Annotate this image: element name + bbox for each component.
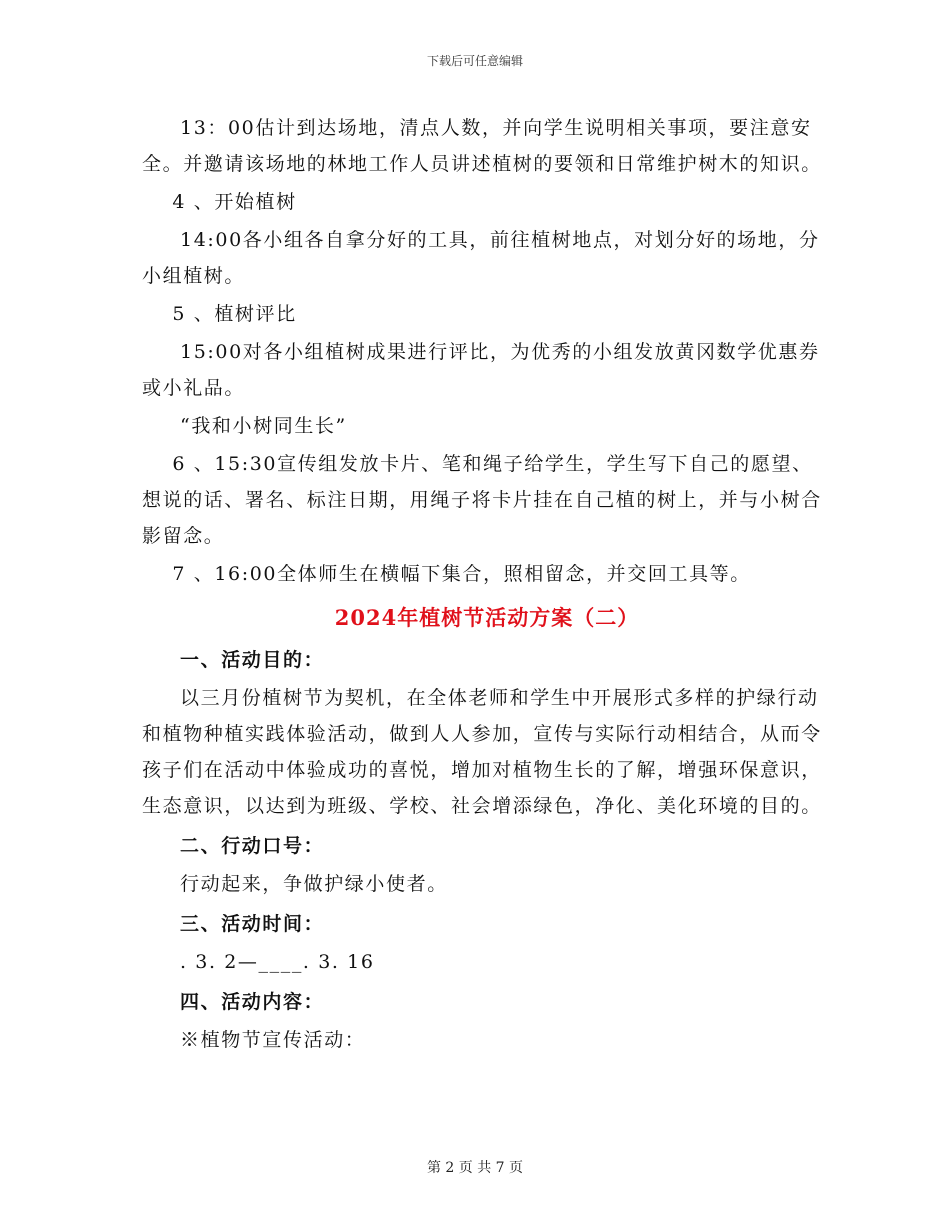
heading-purpose: 一、活动目的： xyxy=(180,649,325,671)
page-header: 下载后可任意编辑 xyxy=(426,54,523,68)
paragraph: 以三月份植树节为契机，在全体老师和学生中开展形式多样的护绿行动和植物种植实践体验活动，做到人人参加，宣传与实际行动相结合，从而令孩子们在活动中体验成功的喜悦，增加对植物生长的了解，增强环保意识，生态意识，以达到为班级、学校、社会增添绿色，净化、美化环境的目的。 xyxy=(142,687,822,817)
heading-slogan: 二、行动口号： xyxy=(180,835,325,857)
heading-content: 四、活动内容： xyxy=(180,991,325,1013)
paragraph: 7 、16:00全体师生在横幅下集合，照相留念，并交回工具等。 xyxy=(172,563,751,585)
paragraph: 15:00对各小组植树成果进行评比，为优秀的小组发放黄冈数学优惠券或小礼品。 xyxy=(142,341,820,399)
step-heading: 4 、开始植树 xyxy=(172,191,297,213)
step-heading: 5 、植树评比 xyxy=(172,303,297,325)
paragraph: 6 、15:30宣传组发放卡片、笔和绳子给学生，学生写下自己的愿望、想说的话、署名、标注日期，用绳子将卡片挂在自己植的树上，并与小树合影留念。 xyxy=(142,453,822,547)
page-footer: 第 2 页 共 7 页 xyxy=(426,1160,524,1176)
document-body xyxy=(142,110,832,1060)
paragraph: 行动起来，争做护绿小使者。 xyxy=(180,873,448,895)
paragraph: ※植物节宣传活动： xyxy=(180,1029,366,1051)
heading-time: 三、活动时间： xyxy=(180,913,325,935)
quote-line: “我和小树同生长” xyxy=(180,415,347,437)
section-title: 2024年植树节活动方案（二） xyxy=(334,605,640,630)
paragraph: 14:00各小组各自拿分好的工具，前往植树地点，对划分好的场地，分小组植树。 xyxy=(142,229,820,287)
paragraph: . 3. 2—____. 3. 16 xyxy=(180,951,375,973)
paragraph: 13：00估计到达场地，清点人数，并向学生说明相关事项，要注意安全。并邀请该场地的林地工作人员讲述植树的要领和日常维护树木的知识。 xyxy=(142,117,822,175)
